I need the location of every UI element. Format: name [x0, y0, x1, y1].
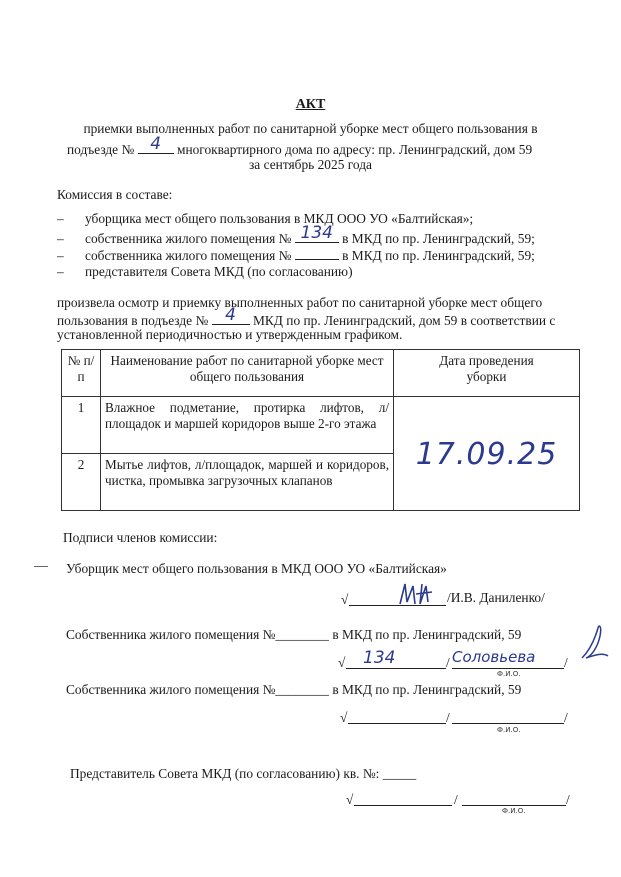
subtitle-entrance-prefix: подъезде № [67, 142, 135, 157]
document-title: АКТ [295, 97, 326, 112]
council-name-line [462, 804, 566, 806]
paragraph-line-1: произвела осмотр и приемку выполненных работ по санитарной уборке мест общего [57, 295, 543, 310]
signatures-heading: Подписи членов комиссии: [63, 530, 218, 545]
cleaner-label: Уборщик мест общего пользования в МКД ООО УО «Балтийская» [66, 561, 447, 576]
table-row [62, 397, 580, 454]
commission-member-4: – представителя Совета МКД (по согласованию) [57, 264, 353, 279]
owner1-check-mark: √ [338, 655, 346, 670]
date-cell [394, 397, 580, 511]
commission-member-2: – собственника жилого помещения № 134 в МКД по пр. Ленинградский, 59; [57, 223, 535, 246]
row-work-text: Мытье лифтов, л/площадок, маршей и коридоров, чистка, промывка загрузочных клапанов [101, 454, 394, 511]
list-dash: – [57, 211, 64, 226]
table-header-row [62, 350, 580, 397]
date-handwritten: 17.09.25 [415, 437, 558, 472]
header-num: № п/п [62, 350, 101, 397]
entrance-number-field [138, 134, 174, 154]
council-check-mark: √ [346, 792, 354, 807]
row-num: 2 [62, 454, 101, 511]
row-num: 1 [62, 397, 101, 454]
works-table [61, 349, 580, 511]
owner1-name-handwritten: Соловьева [452, 648, 536, 666]
slash: / [564, 655, 568, 670]
owner2-name-line [452, 722, 564, 724]
commission-member-1: – уборщика мест общего пользования в МКД ООО УО «Балтийская»; [57, 211, 474, 226]
cleaner-name: /И.В. Даниленко/ [447, 590, 545, 605]
paragraph-entrance-field [212, 305, 250, 325]
slash: / [446, 655, 450, 670]
header-work-name: Наименование работ по санитарной уборке мест общего пользования [101, 350, 394, 397]
fio-label: Ф.И.О. [497, 726, 521, 734]
paragraph-line-3: установленной периодичностью и утвержденным графиком. [57, 327, 403, 342]
slash: / [564, 710, 568, 725]
subtitle-period: за сентябрь 2025 года [249, 157, 372, 172]
paragraph-entrance-handwritten: 4 [225, 305, 236, 325]
list-dash: – [57, 231, 64, 246]
header-date: Дата проведения уборки [394, 350, 580, 397]
slash: / [446, 710, 450, 725]
owner2-signature-line [348, 722, 446, 724]
council-signature-line [354, 804, 452, 806]
subtitle-line-2 [67, 134, 533, 158]
paragraph-line-2: пользования в подъезде № 4 МКД по пр. Ленинградский, дом 59 в соответствии с [57, 305, 556, 328]
row-work-text: Влажное подметание, протирка лифтов, л/площадок и маршей коридоров выше 2-го этажа [101, 397, 394, 454]
slash: / [454, 792, 458, 807]
cleaner-signature-icon [396, 580, 440, 608]
list-dash: – [57, 264, 64, 279]
owner1-label: Собственника жилого помещения №________ в МКД по пр. Ленинградский, 59 [66, 627, 522, 642]
apartment-number-field-empty [295, 246, 339, 260]
commission-heading: Комиссия в составе: [57, 187, 173, 202]
owner1-apartment-handwritten: 134 [363, 648, 396, 668]
owner1-signature-line [346, 667, 446, 669]
apartment-number-handwritten: 134 [300, 223, 333, 243]
owner2-check-mark: √ [340, 710, 348, 725]
council-label: Представитель Совета МКД (по согласованию) кв. №: _____ [70, 766, 417, 781]
owner1-signature-icon [578, 622, 612, 664]
cleaner-check-mark: √ [341, 592, 349, 607]
subtitle-address: многоквартирного дома по адресу: пр. Ленинградский, дом 59 [176, 142, 533, 157]
owner1-name-line [452, 667, 564, 669]
commission-member-3: – собственника жилого помещения № в МКД по пр. Ленинградский, 59; [57, 248, 535, 263]
list-dash: – [57, 248, 64, 263]
subtitle-line-1: приемки выполненных работ по санитарной уборке мест общего пользования в [83, 121, 538, 136]
owner2-label: Собственника жилого помещения №________ в МКД по пр. Ленинградский, 59 [66, 682, 522, 697]
margin-mark [34, 566, 48, 567]
apartment-number-field [295, 223, 339, 243]
slash: / [566, 792, 570, 807]
fio-label: Ф.И.О. [497, 670, 521, 678]
fio-label: Ф.И.О. [502, 807, 526, 815]
entrance-number-handwritten: 4 [150, 134, 162, 154]
